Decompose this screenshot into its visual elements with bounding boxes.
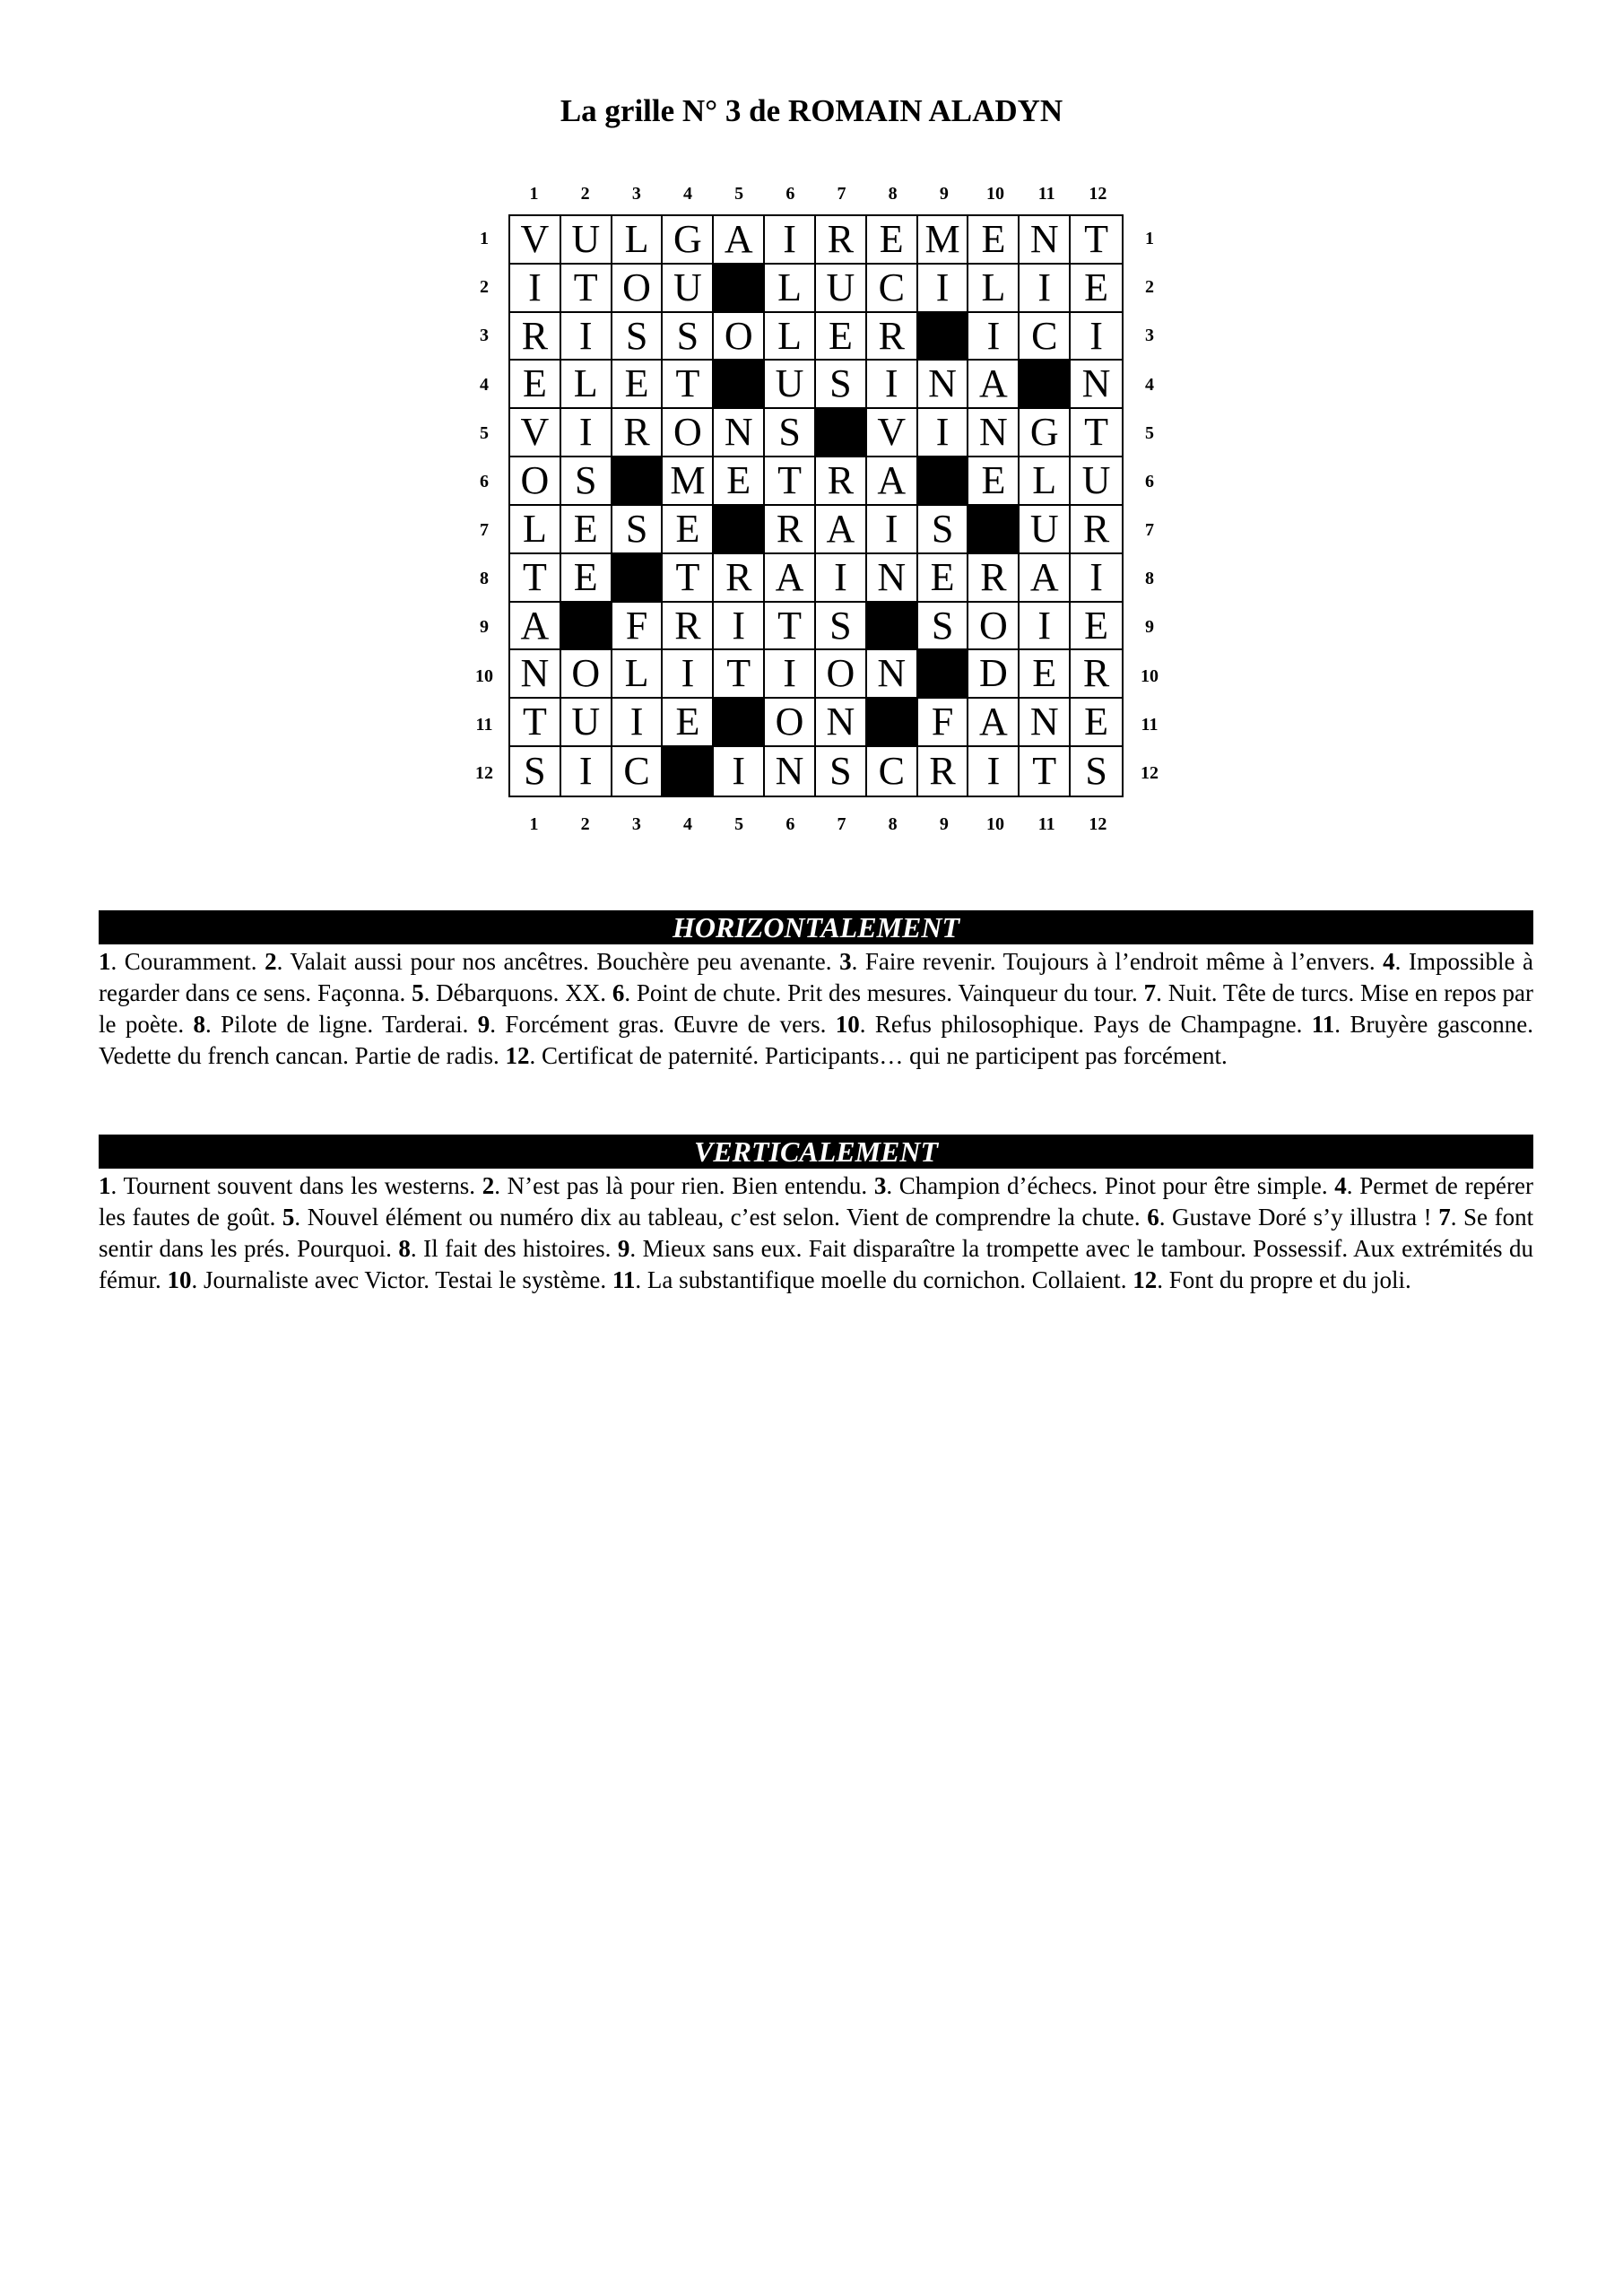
clue-text: Pilote de ligne. Tarderai. bbox=[221, 1011, 469, 1038]
grid-letter: E bbox=[918, 554, 969, 603]
grid-letter: I bbox=[1020, 603, 1071, 651]
grid-letter: V bbox=[867, 409, 918, 457]
grid-letter: I bbox=[612, 699, 664, 747]
row-number: 3 bbox=[1145, 326, 1154, 346]
clue-text: Point de chute. Prit des mesures. Vainqueur du tour. bbox=[636, 979, 1138, 1006]
grid-letter: T bbox=[765, 457, 816, 506]
clue-text: N’est pas là pour rien. Bien entendu. bbox=[507, 1172, 868, 1199]
crossword-area bbox=[0, 0, 1623, 861]
column-number: 11 bbox=[1037, 814, 1055, 834]
clue-number: 12 bbox=[505, 1042, 530, 1069]
clue-number: 1 bbox=[99, 948, 111, 975]
grid-letter: N bbox=[867, 650, 918, 699]
column-number: 6 bbox=[785, 814, 795, 834]
grid-letter: L bbox=[968, 265, 1020, 313]
black-square bbox=[867, 699, 918, 747]
grid-letter: F bbox=[612, 603, 664, 651]
grid-letter: U bbox=[561, 216, 612, 265]
black-square bbox=[612, 554, 664, 603]
clue-number: 6 bbox=[612, 979, 625, 1006]
grid-letter: L bbox=[612, 216, 664, 265]
column-number: 4 bbox=[683, 814, 692, 834]
grid-letter: I bbox=[714, 603, 765, 651]
grid-letter: C bbox=[1020, 313, 1071, 361]
clue-text: Il fait des histoires. bbox=[423, 1235, 612, 1262]
row-number: 2 bbox=[1145, 277, 1154, 298]
vertical-heading: VERTICALEMENT bbox=[99, 1135, 1533, 1169]
row-number: 7 bbox=[1145, 520, 1154, 541]
grid-letter: A bbox=[867, 457, 918, 506]
column-number: 1 bbox=[529, 814, 539, 834]
grid-letter: E bbox=[663, 699, 714, 747]
clue-number: 3 bbox=[839, 948, 852, 975]
grid-letter: E bbox=[1020, 650, 1071, 699]
clue-text: Gustave Doré s’y illustra ! bbox=[1172, 1204, 1432, 1231]
row-number: 5 bbox=[1145, 422, 1154, 443]
grid-letter: N bbox=[510, 650, 561, 699]
row-number: 7 bbox=[480, 520, 489, 541]
grid-letter: E bbox=[1071, 265, 1122, 313]
clue-number: 8 bbox=[193, 1011, 205, 1038]
clue-text: Bruyère gasconne. Vedette du french cancan. Partie de radis. bbox=[99, 1011, 1533, 1069]
clue-number: 5 bbox=[412, 979, 424, 1006]
grid-letter: T bbox=[663, 361, 714, 409]
black-square bbox=[612, 457, 664, 506]
black-square bbox=[918, 457, 969, 506]
grid-letter: I bbox=[510, 265, 561, 313]
page-title: La grille N° 3 de ROMAIN ALADYN bbox=[560, 93, 1063, 128]
row-number: 5 bbox=[480, 422, 489, 443]
grid-letter: G bbox=[1020, 409, 1071, 457]
black-square bbox=[561, 603, 612, 651]
column-number: 7 bbox=[837, 184, 846, 204]
clue-text: Faire revenir. Toujours à l’endroit même à l’envers. bbox=[864, 948, 1376, 975]
clue-number: 7 bbox=[1438, 1204, 1451, 1231]
column-number: 12 bbox=[1089, 814, 1107, 834]
black-square bbox=[714, 361, 765, 409]
row-number: 12 bbox=[1141, 762, 1159, 783]
grid-letter: C bbox=[867, 265, 918, 313]
column-number: 3 bbox=[631, 814, 641, 834]
grid-letter: M bbox=[663, 457, 714, 506]
grid-letter: R bbox=[816, 216, 867, 265]
row-number: 3 bbox=[480, 326, 489, 346]
grid-letter: T bbox=[1071, 216, 1122, 265]
grid-letter: V bbox=[510, 216, 561, 265]
grid-letter: I bbox=[867, 361, 918, 409]
clue-number: 2 bbox=[265, 948, 277, 975]
column-number: 4 bbox=[683, 184, 692, 204]
horizontal-heading: HORIZONTALEMENT bbox=[99, 910, 1533, 944]
grid-letter: R bbox=[714, 554, 765, 603]
horizontal-clues: 1. Couramment. 2. Valait aussi pour nos ancêtres. Bouchère peu avenante. 3. Faire revenir. Toujours à l’endroit même à l’envers. 4. Impossible à regarder dans ce sens. Façonna. 5. Débarquons. XX. 6. Point de chute. Prit des mesures. Vainqueur du tour. 7. Nuit. Tête de turcs. Mise en repos par le poète. 8. Pilote de ligne. Tarderai. 9. Forcément gras. Œuvre de vers. 10. Refus philosophique. Pays de Champagne. 11. Bruyère gasconne. Vedette du french cancan. Partie de radis. 12. Certificat de paternité. Participants… qui ne participent pas forcément. bbox=[99, 948, 1534, 1069]
clue-text: Impossible à regarder dans ce sens. Façonna. bbox=[99, 948, 1533, 1006]
grid-letter: A bbox=[765, 554, 816, 603]
row-number: 1 bbox=[1145, 229, 1154, 249]
column-number: 5 bbox=[734, 184, 744, 204]
grid-letter: I bbox=[765, 650, 816, 699]
grid-letter: U bbox=[1020, 506, 1071, 554]
clue-text: Forcément gras. Œuvre de vers. bbox=[505, 1011, 827, 1038]
grid-letter: E bbox=[816, 313, 867, 361]
grid-letter: I bbox=[663, 650, 714, 699]
grid-letter: R bbox=[968, 554, 1020, 603]
column-number: 2 bbox=[580, 184, 590, 204]
black-square bbox=[816, 409, 867, 457]
grid-letter: S bbox=[765, 409, 816, 457]
grid-letter: R bbox=[663, 603, 714, 651]
crossword-grid bbox=[508, 214, 1124, 797]
column-number: 2 bbox=[580, 814, 590, 834]
clue-number: 10 bbox=[835, 1011, 860, 1038]
column-number: 8 bbox=[888, 184, 898, 204]
row-number: 11 bbox=[1141, 714, 1159, 735]
clue-text: Journaliste avec Victor. Testai le système. bbox=[203, 1266, 607, 1293]
grid-letter: C bbox=[612, 747, 664, 796]
grid-letter: R bbox=[816, 457, 867, 506]
grid-letter: O bbox=[663, 409, 714, 457]
clue-text: Mieux sans eux. Fait disparaître la trompette avec le tambour. Possessif. Aux extrémités du fémur. bbox=[99, 1235, 1534, 1293]
grid-letter: R bbox=[867, 313, 918, 361]
grid-letter: L bbox=[510, 506, 561, 554]
clue-number: 5 bbox=[282, 1204, 295, 1231]
column-number: 7 bbox=[837, 814, 846, 834]
clue-text: Nuit. Tête de turcs. Mise en repos par le poète. bbox=[99, 979, 1534, 1038]
grid-letter: I bbox=[714, 747, 765, 796]
grid-letter: I bbox=[918, 409, 969, 457]
clue-number: 9 bbox=[617, 1235, 630, 1262]
column-number: 11 bbox=[1037, 184, 1055, 204]
grid-letter: I bbox=[918, 265, 969, 313]
black-square bbox=[968, 506, 1020, 554]
grid-letter: S bbox=[816, 603, 867, 651]
column-number: 8 bbox=[888, 814, 898, 834]
grid-letter: S bbox=[510, 747, 561, 796]
grid-letter: E bbox=[510, 361, 561, 409]
grid-letter: T bbox=[765, 603, 816, 651]
clue-text: Permet de repérer les fautes de goût. bbox=[99, 1172, 1533, 1231]
column-number: 1 bbox=[529, 184, 539, 204]
grid-letter: I bbox=[561, 313, 612, 361]
grid-letter: E bbox=[561, 554, 612, 603]
black-square bbox=[714, 506, 765, 554]
grid-letter: U bbox=[816, 265, 867, 313]
grid-letter: O bbox=[510, 457, 561, 506]
grid-letter: T bbox=[1071, 409, 1122, 457]
grid-letter: I bbox=[1071, 313, 1122, 361]
grid-letter: R bbox=[1071, 650, 1122, 699]
grid-letter: O bbox=[968, 603, 1020, 651]
grid-letter: S bbox=[612, 506, 664, 554]
grid-letter: D bbox=[968, 650, 1020, 699]
grid-letter: U bbox=[1071, 457, 1122, 506]
column-number: 10 bbox=[986, 184, 1004, 204]
grid-letter: S bbox=[1085, 749, 1107, 794]
grid-letter: E bbox=[714, 457, 765, 506]
column-number: 6 bbox=[785, 184, 795, 204]
black-square bbox=[714, 265, 765, 313]
black-square bbox=[714, 699, 765, 747]
black-square bbox=[1020, 361, 1071, 409]
row-number: 8 bbox=[1145, 569, 1154, 589]
row-number: 2 bbox=[480, 277, 489, 298]
grid-letter: S bbox=[561, 457, 612, 506]
grid-letter: L bbox=[1020, 457, 1071, 506]
grid-letter: E bbox=[561, 506, 612, 554]
grid-letter: T bbox=[714, 650, 765, 699]
grid-letter: R bbox=[510, 313, 561, 361]
grid-letter: N bbox=[1071, 361, 1122, 409]
column-number: 12 bbox=[1089, 184, 1107, 204]
grid-letter: I bbox=[867, 506, 918, 554]
row-number: 6 bbox=[480, 471, 489, 491]
row-number: 6 bbox=[1145, 471, 1154, 491]
grid-letter: E bbox=[663, 506, 714, 554]
black-square bbox=[867, 603, 918, 651]
grid-letter: R bbox=[765, 506, 816, 554]
row-number: 4 bbox=[480, 374, 489, 395]
clue-number: 12 bbox=[1133, 1266, 1158, 1293]
grid-letter: U bbox=[765, 361, 816, 409]
column-number: 10 bbox=[986, 814, 1004, 834]
grid-letter: E bbox=[867, 216, 918, 265]
grid-letter: O bbox=[561, 650, 612, 699]
clue-number: 1 bbox=[99, 1172, 111, 1199]
clue-text: Se font sentir dans les prés. Pourquoi. bbox=[99, 1204, 1534, 1262]
grid-letter: V bbox=[510, 409, 561, 457]
grid-letter: O bbox=[714, 313, 765, 361]
grid-letter: E bbox=[1071, 699, 1122, 747]
grid-letter: A bbox=[968, 699, 1020, 747]
clue-text: Certificat de paternité. Participants… qui ne participent pas forcément. bbox=[542, 1042, 1228, 1069]
grid-letter: O bbox=[765, 699, 816, 747]
grid-letter: N bbox=[765, 747, 816, 796]
clue-text: La substantifique moelle du cornichon. Collaient. bbox=[647, 1266, 1127, 1293]
grid-letter: L bbox=[561, 361, 612, 409]
grid-letter: A bbox=[510, 603, 561, 651]
black-square bbox=[663, 747, 714, 796]
clue-text: Refus philosophique. Pays de Champagne. bbox=[874, 1011, 1303, 1038]
black-square bbox=[918, 313, 969, 361]
column-number: 9 bbox=[939, 184, 949, 204]
grid-letter: A bbox=[816, 506, 867, 554]
clue-text: Couramment. bbox=[124, 948, 257, 975]
grid-letter: T bbox=[663, 554, 714, 603]
grid-letter: A bbox=[1020, 554, 1071, 603]
vertical-clues: 1. Tournent souvent dans les westerns. 2. N’est pas là pour rien. Bien entendu. 3. Champion d’échecs. Pinot pour être simple. 4. Permet de repérer les fautes de goût. 5. Nouvel élément ou numéro dix au tableau, c’est selon. Vient de comprendre la chute. 6. Gustave Doré s’y illustra ! 7. Se font sentir dans les prés. Pourquoi. 8. Il fait des histoires. 9. Mieux sans eux. Fait disparaître la trompette avec le tambour. Possessif. Aux extrémités du fémur. 10. Journaliste avec Victor. Testai le système. 11. La substantifique moelle du cornichon. Collaient. 12. Font du propre et du joli. bbox=[99, 1172, 1534, 1293]
grid-letter: T bbox=[1020, 747, 1071, 796]
grid-letter: I bbox=[1071, 554, 1122, 603]
row-number: 10 bbox=[1141, 665, 1159, 686]
grid-letter: L bbox=[612, 650, 664, 699]
clue-number: 11 bbox=[612, 1266, 636, 1293]
clue-text: Tournent souvent dans les westerns. bbox=[123, 1172, 475, 1199]
row-number: 10 bbox=[475, 665, 493, 686]
black-square bbox=[918, 650, 969, 699]
grid-letter: S bbox=[816, 361, 867, 409]
row-number: 1 bbox=[480, 229, 489, 249]
clue-number: 8 bbox=[398, 1235, 411, 1262]
grid-letter: N bbox=[867, 554, 918, 603]
clue-number: 11 bbox=[1311, 1011, 1335, 1038]
clue-number: 3 bbox=[873, 1172, 887, 1199]
row-number: 9 bbox=[1145, 617, 1154, 638]
clue-text: Font du propre et du joli. bbox=[1168, 1266, 1411, 1293]
grid-letter: N bbox=[1020, 699, 1071, 747]
grid-letter: S bbox=[612, 313, 664, 361]
grid-letter: N bbox=[918, 361, 969, 409]
grid-letter: U bbox=[663, 265, 714, 313]
grid-letter: L bbox=[765, 265, 816, 313]
column-number: 3 bbox=[631, 184, 641, 204]
grid-letter: T bbox=[510, 554, 561, 603]
grid-letter: I bbox=[968, 313, 1020, 361]
clue-number: 4 bbox=[1334, 1172, 1347, 1199]
grid-letter: N bbox=[968, 409, 1020, 457]
grid-letter: O bbox=[612, 265, 664, 313]
grid-letter: S bbox=[816, 747, 867, 796]
grid-letter: S bbox=[918, 506, 969, 554]
grid-letter: E bbox=[612, 361, 664, 409]
grid-letter: N bbox=[1020, 216, 1071, 265]
column-number: 5 bbox=[734, 814, 744, 834]
clue-text: Valait aussi pour nos ancêtres. Bouchère peu avenante. bbox=[290, 948, 832, 975]
grid-letter: A bbox=[968, 361, 1020, 409]
clue-number: 10 bbox=[167, 1266, 192, 1293]
row-number: 9 bbox=[480, 617, 489, 638]
grid-letter: E bbox=[968, 457, 1020, 506]
grid-letter: L bbox=[765, 313, 816, 361]
grid-letter: I bbox=[1020, 265, 1071, 313]
clue-number: 2 bbox=[482, 1172, 495, 1199]
grid-letter: R bbox=[918, 747, 969, 796]
row-number: 4 bbox=[1145, 374, 1154, 395]
grid-letter: N bbox=[714, 409, 765, 457]
clue-number: 6 bbox=[1147, 1204, 1159, 1231]
row-number: 8 bbox=[480, 569, 489, 589]
grid-letter: S bbox=[918, 603, 969, 651]
grid-letter: R bbox=[1071, 506, 1122, 554]
grid-letter: I bbox=[561, 409, 612, 457]
grid-letter: O bbox=[816, 650, 867, 699]
column-number: 9 bbox=[939, 814, 949, 834]
clue-text: Nouvel élément ou numéro dix au tableau, c’est selon. Vient de comprendre la chute. bbox=[307, 1204, 1141, 1231]
grid-letter: N bbox=[816, 699, 867, 747]
grid-letter: I bbox=[561, 747, 612, 796]
grid-letter: I bbox=[816, 554, 867, 603]
clue-number: 4 bbox=[1383, 948, 1395, 975]
grid-letter: U bbox=[561, 699, 612, 747]
clue-text: Débarquons. XX. bbox=[436, 979, 606, 1006]
grid-letter: M bbox=[918, 216, 969, 265]
grid-letter: F bbox=[918, 699, 969, 747]
grid-letter: E bbox=[968, 216, 1020, 265]
grid-letter: T bbox=[510, 699, 561, 747]
row-number: 12 bbox=[475, 762, 493, 783]
clue-number: 9 bbox=[477, 1011, 490, 1038]
clue-text: Champion d’échecs. Pinot pour être simple. bbox=[898, 1172, 1328, 1199]
grid-letter: G bbox=[663, 216, 714, 265]
clue-number: 7 bbox=[1143, 979, 1157, 1006]
grid-letter: A bbox=[714, 216, 765, 265]
grid-letter: T bbox=[561, 265, 612, 313]
grid-letter: S bbox=[663, 313, 714, 361]
grid-letter: I bbox=[765, 216, 816, 265]
grid-letter: E bbox=[1071, 603, 1122, 651]
grid-letter: C bbox=[867, 747, 918, 796]
row-number: 11 bbox=[475, 714, 493, 735]
grid-letter: R bbox=[612, 409, 664, 457]
grid-letter: I bbox=[968, 747, 1020, 796]
